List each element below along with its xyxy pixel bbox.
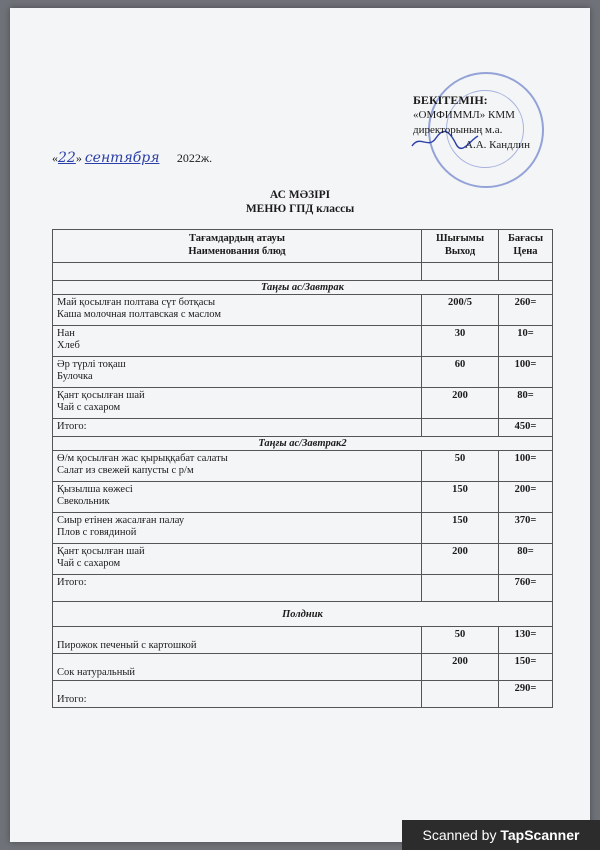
table-row: Ө/м қосылған жас қырыққабат салаты Салат из свежей капусты с р/м 50 100= (53, 451, 553, 482)
date-day: 22 (58, 150, 76, 166)
table-row: Қант қосылған шай Чай с сахаром 200 80= (53, 388, 553, 419)
date-year: 2022ж. (176, 151, 213, 165)
table-row: Май қосылған полтава сүт ботқасы Каша молочная полтавская с маслом 200/5 260= (53, 295, 553, 326)
table-row: Нан Хлеб 30 10= (53, 326, 553, 357)
header-price: Бағасы Цена (499, 230, 553, 263)
date-quote-close: » (75, 151, 82, 165)
approval-org: «ОМФИММЛ» КММ (413, 109, 515, 121)
header-output: Шығымы Выход (422, 230, 499, 263)
table-row: Қант қосылған шай Чай с сахаром 200 80= (53, 544, 553, 575)
document-date (52, 150, 212, 166)
total-row: Итого: 290= (53, 681, 553, 708)
approval-name: А.А. Кандлин (465, 139, 530, 151)
table-row: Әр түрлі тоқаш Булочка 60 100= (53, 357, 553, 388)
header-name: Тағамдардың атауы Наименования блюд (53, 230, 422, 263)
approval-block (413, 93, 530, 153)
table-row: Сок натуральный 200 150= (53, 654, 553, 681)
section-title: Таңғы ас/Завтрак2 (53, 437, 553, 451)
menu-table (52, 229, 553, 708)
table-row: Қызылша көжесі Свекольник 150 200= (53, 482, 553, 513)
total-row: Итого: 450= (53, 419, 553, 437)
title-kz: АС МӘЗІРІ (269, 189, 331, 201)
date-month: сентября (84, 150, 160, 166)
table-row: Пирожок печеный с картошкой 50 130= (53, 627, 553, 654)
section-title: Полдник (53, 602, 553, 627)
table-row: Сиыр етінен жасалған палау Плов с говядиной 150 370= (53, 513, 553, 544)
total-row: Итого: 760= (53, 575, 553, 602)
date-quote-open: « (52, 151, 58, 165)
section-title: Таңғы ас/Завтрак (53, 281, 553, 295)
approval-title: БЕКІТЕМІН: (413, 93, 488, 107)
table-header (53, 230, 553, 263)
scanner-watermark: Scanned by TapScanner (402, 820, 600, 850)
title-ru: МЕНЮ ГПД классы (245, 203, 355, 215)
approval-position: директорының м.а. (413, 124, 503, 136)
